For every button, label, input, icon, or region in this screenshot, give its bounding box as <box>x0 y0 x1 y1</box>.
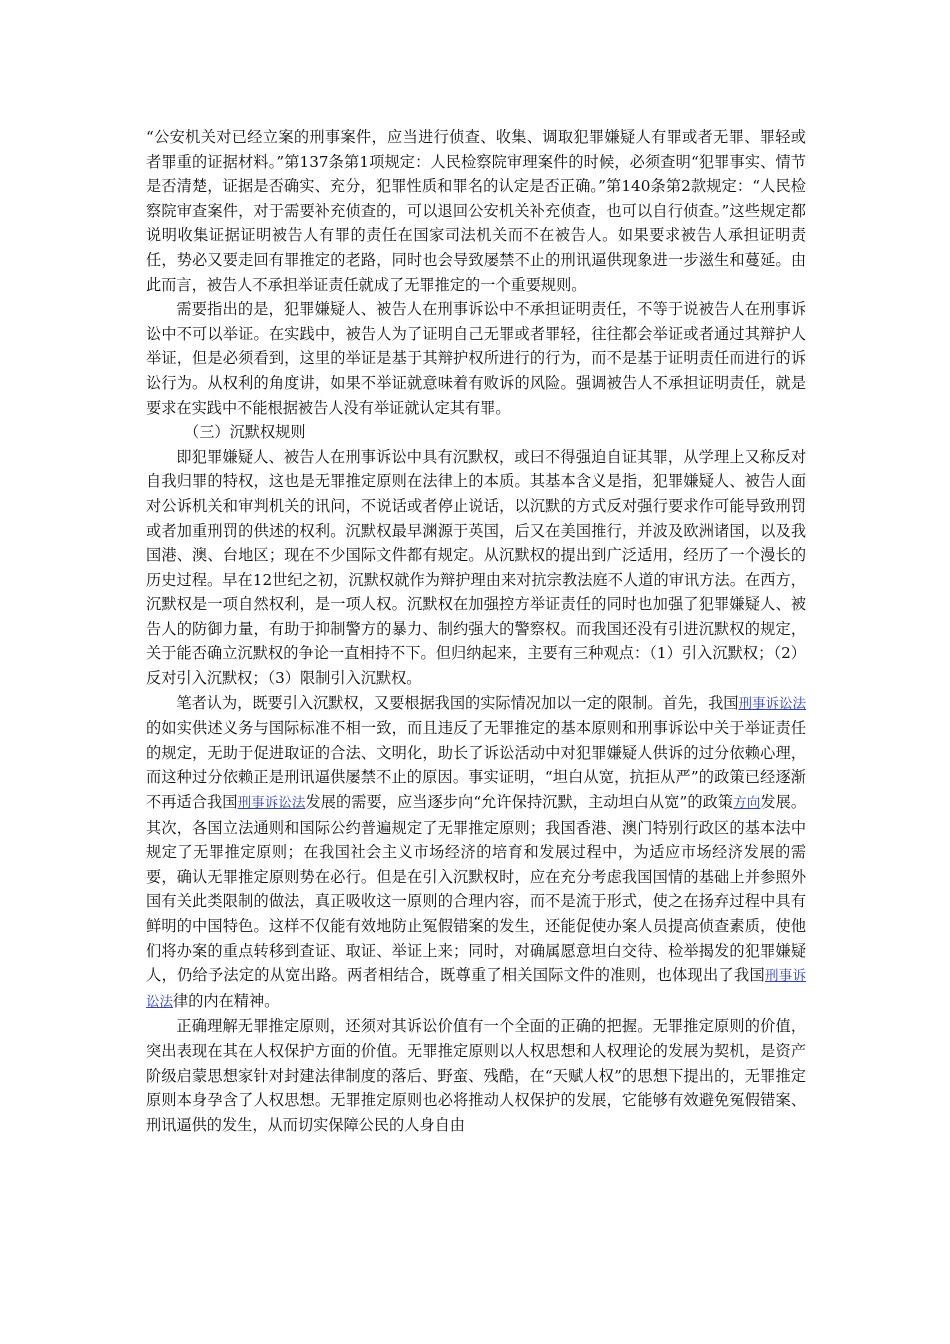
paragraph-evidence-collection: “公安机关对已经立案的刑事案件，应当进行侦查、收集、调取犯罪嫌疑人有罪或者无罪、罪轻或者罪重的证据材料。”第137条第1项规定：人民检察院审理案件的时候，必须查明“犯罪事实、情节是否清楚，证据是否确实、充分，犯罪性质和罪名的认定是否正确。”第140条第2款规定：“人民检察院审查案件，对于需要补充侦查的，可以退回公安机关补充侦查，也可以自行侦查。”这些规定都说明收集证据证明被告人有罪的责任在国家司法机关而不在被告人。如果要求被告人承担证明责任，势必又要走回有罪推定的老路，同时也会导致屡禁不止的刑讯逼供现象进一步滋生和蔓延。由此而言，被告人不承担举证责任就成了无罪推定的一个重要规则。 <box>146 128 806 294</box>
text-segment: 笔者认为，既要引入沉默权，又要根据我国的实际情况加以一定的限制。首先，我国 <box>176 693 739 712</box>
document-body <box>146 125 806 1137</box>
text-segment: 律的内在精神。 <box>173 991 280 1010</box>
paragraph-human-rights-value: 正确理解无罪推定原则，还须对其诉讼价值有一个全面的正确的把握。无罪推定原则的价值，突出表现在其在人权保护方面的价值。无罪推定原则以人权思想和人权理论的发展为契机，是资产阶级启蒙思想家针对封建法律制度的落后、野蛮、残酷，在“天赋人权”的思想下提出的，无罪推定原则本身孕含了人权思想。无罪推定原则也必将推动人权保护的发展，它能够有效避免冤假错案、刑讯逼供的发生，从而切实保障公民的人身自由 <box>146 1017 806 1134</box>
paragraph-author-opinion <box>146 691 806 1015</box>
criminal-procedure-law-link[interactable]: 刑事诉讼法 <box>146 968 807 1010</box>
paragraph-right-to-silence: 即犯罪嫌疑人、被告人在刑事诉讼中具有沉默权，或曰不得强迫自证其罪，从学理上又称反对自我归罪的特权，这也是无罪推定原则在法律上的本质。其基本含义是指，犯罪嫌疑人、被告人面对公诉机关和审判机关的讯问，不说话或者停止说话，以沉默的方式反对强行要求作可能导致刑罚或者加重刑罚的供述的权利。沉默权最早渊源于英国，后又在美国推行，并波及欧洲诸国，以及我国港、澳、台地区；现在不少国际文件都有规定。从沉默权的提出到广泛适用，经历了一个漫长的历史过程。早在12世纪之初，沉默权就作为辩护理由来对抗宗教法庭不人道的审讯方法。在西方，沉默权是一项自然权利，是一项人权。沉默权在加强控方举证责任的同时也加强了犯罪嫌疑人、被告人的防御力量，有助于抑制警方的暴力、制约强大的警察权。而我国还没有引进沉默权的规定，关于能否确立沉默权的争论一直相持不下。但归纳起来，主要有三种观点：（1）引入沉默权；（2）反对引入沉默权；（3）限制引入沉默权。 <box>146 447 806 688</box>
paragraph-burden-of-proof: 需要指出的是，犯罪嫌疑人、被告人在刑事诉讼中不承担证明责任，不等于说被告人在刑事诉讼中不可以举证。在实践中，被告人为了证明自己无罪或者罪轻，往往都会举证或者通过其辩护人举证，但是必须看到，这里的举证是基于其辩护权所进行的行为，而不是基于证明责任而进行的诉讼行为。从权利的角度讲，如果不举证就意味着有败诉的风险。强调被告人不承担证明责任，就是要求在实践中不能根据被告人没有举证就认定其有罪。 <box>146 300 806 417</box>
criminal-procedure-law-link[interactable]: 刑事诉讼法 <box>237 795 306 812</box>
text-segment: 发展的需要，应当逐步向“允许保持沉默，主动坦白从宽”的政策 <box>305 793 734 812</box>
text-segment: 的如实供述义务与国际标准不相一致，而且违反了无罪推定的基本原则和刑事诉讼中关于举证责任的规定，无助于促进取证的合法、文明化，助长了诉讼活动中对犯罪嫌疑人供诉的过分依赖心理，而这种过分依赖正是刑讯逼供屡禁不止的原因。事实证明，“坦白从宽，抗拒从严”的政策已经逐渐不再适合我国 <box>146 719 806 812</box>
direction-link[interactable]: 方向 <box>733 795 761 812</box>
section-heading-right-to-silence: （三）沉默权规则 <box>184 423 306 442</box>
criminal-procedure-law-link[interactable]: 刑事诉讼法 <box>738 695 807 712</box>
text-segment: 发展。其次，各国立法通则和国际公约普遍规定了无罪推定原则；我国香港、澳门特别行政区的基本法中规定了无罪推定原则；在我国社会主义市场经济的培育和发展过程中，为适应市场经济发展的需要，确认无罪推定原则势在必行。但是在引入沉默权时，应在充分考虑我国国情的基础上并参照外国有关此类限制的做法，真正吸收这一原则的合理内容，而不是流于形式，使之在扬弃过程中具有鲜明的中国特色。这样不仅能有效地防止冤假错案的发生，还能促使办案人员提高侦查素质，使他们将办案的重点转移到查证、取证、举证上来；同时，对确属愿意坦白交待、检举揭发的犯罪嫌疑人，仍给予法定的从宽出路。两者相结合，既尊重了相关国际文件的准则，也体现出了我国 <box>146 793 807 985</box>
